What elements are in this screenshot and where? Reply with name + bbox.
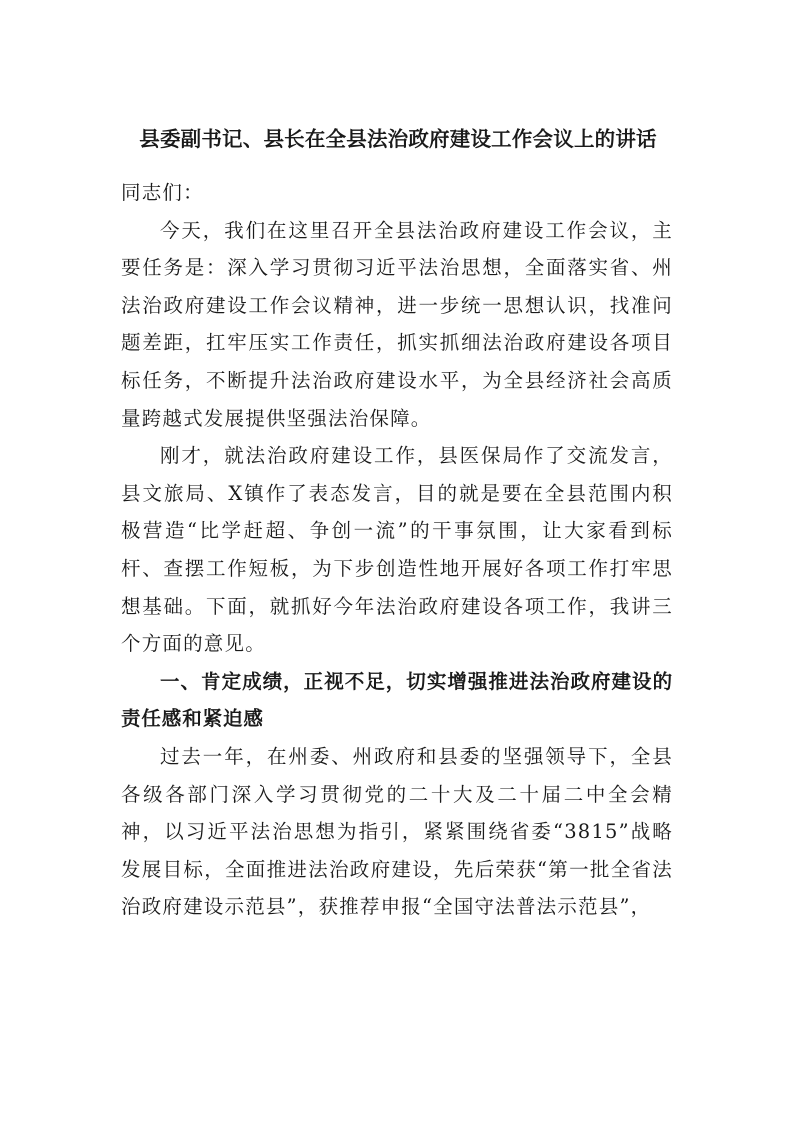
body-paragraph-2: 刚才，就法治政府建设工作，县医保局作了交流发言，县文旅局、X镇作了表态发言，目的就是要在全县范围内积极营造“比学赶超、争创一流”的干事氛围，让大家看到标杆、查摆工作短板，为下步创造性地开展好各项工作打牢思想基础。下面，就抓好今年法治政府建设各项工作，我讲三个方面的意见。 [121, 444, 673, 656]
section-paragraph: 过去一年，在州委、州政府和县委的坚强领导下，全县各级各部门深入学习贯彻党的二十大及二十届二中全会精神，以习近平法治思想为指引，紧紧围绕省委“3815”战略发展目标，全面推进法治政府建设，先后荣获“第一批全省法治政府建设示范县”，获推荐申报“全国守法普法示范县”， [121, 744, 673, 919]
body-paragraph-1: 今天，我们在这里召开全县法治政府建设工作会议，主要任务是：深入学习贯彻习近平法治思想，全面落实省、州法治政府建设工作会议精神，进一步统一思想认识，找准问题差距，扛牢压实工作责任，抓实抓细法治政府建设各项目标任务，不断提升法治政府建设水平，为全县经济社会高质量跨越式发展提供坚强法治保障。 [121, 218, 673, 430]
salutation: 同志们： [121, 181, 204, 204]
section-heading: 一、肯定成绩，正视不足，切实增强推进法治政府建设的责任感和紧迫感 [121, 669, 673, 731]
document-body [121, 174, 673, 926]
document-title: 县委副书记、县长在全县法治政府建设工作会议上的讲话 [139, 127, 657, 151]
